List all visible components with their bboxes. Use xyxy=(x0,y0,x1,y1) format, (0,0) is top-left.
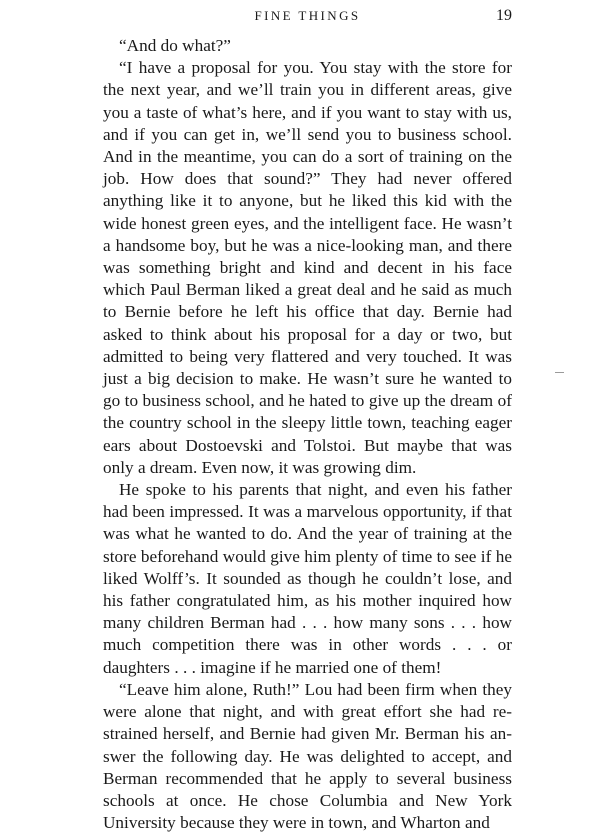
running-title: FINE THINGS xyxy=(254,8,361,23)
paragraph: “I have a proposal for you. You stay with the store for the next year, and we’ll train you in different areas, give you a taste of what’s here, and if you want to stay with us, and if you can get in, we’ll send you to business school. And in the meantime, you can do a sort of training on the job. How does that sound?” They had never offered anything like it to anyone, but he liked this kid with the wide honest green eyes, and the intelligent face. He wasn’t a handsome boy, but he was a nice-looking man, and there was something bright and kind and decent in his face which Paul Berman liked a great deal and he said as much to Bernie before he left his office that day. Bernie had asked to think about his proposal for a day or two, but admitted to being very flattered and very touched. It was just a big decision to make. He wasn’t sure he wanted to go to business school, and he hated to give up the dream of the country school in the sleepy little town, teaching eager ears about Dostoevski and Tolstoi. But maybe that was only a dream. Even now, it was growing dim. xyxy=(103,58,512,477)
paragraph: “Leave him alone, Ruth!” Lou had been firm when they were alone that night, and with great effort she had restrained herself, and Bernie had given Mr. Berman his answer the following day. He was delighted to accept, and Berman recommended that he apply to several business schools at once. He chose Columbia and New York University because they were in town, and Wharton and xyxy=(103,679,512,833)
running-head xyxy=(103,6,512,28)
paragraph: He spoke to his parents that night, and even his father had been impressed. It was a marvelous opportunity, if that was what he wanted to do. And the year of training at the store beforehand would give him plenty of time to see if he liked Wolff’s. It sounded as though he couldn’t lose, and his father congratulated him, as his mother inquired how many children Berman had . . . how many sons . . . how much competition there was in other words . . . or daughters . . . imagine if he married one of them! xyxy=(103,480,512,677)
page-number: 19 xyxy=(496,7,512,24)
margin-mark xyxy=(555,372,564,373)
body-text xyxy=(103,35,512,834)
paragraph: “And do what?” xyxy=(119,36,231,55)
